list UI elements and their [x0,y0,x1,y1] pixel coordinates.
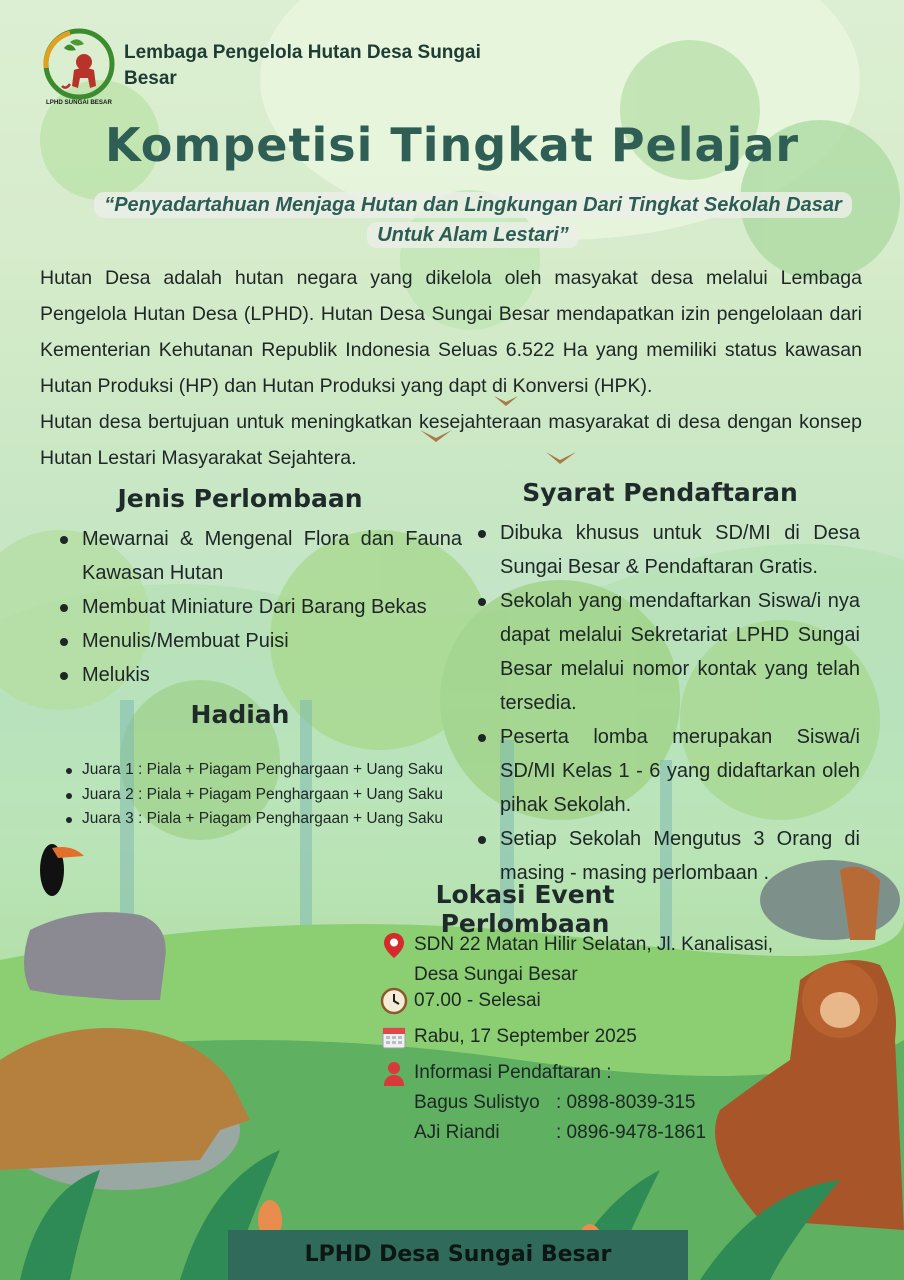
footer-banner [228,1230,688,1280]
registration-info [380,1058,612,1088]
list-item: Melukis [60,658,462,692]
event-address-text: SDN 22 Matan Hilir Selatan, Jl. Kanalisasi, Desa Sungai Besar [414,934,774,985]
prizes-title: Hadiah [190,700,290,729]
list-item: Juara 2 : Piala + Piagam Penghargaan + Uang Saku [66,783,466,808]
event-time-text: 07.00 - Selesai [414,990,541,1011]
list-item: Peserta lomba merupakan Siswa/i SD/MI Kelas 1 - 6 yang didaftarkan oleh pihak Sekolah. [478,720,860,822]
contact-name: Bagus Sulistyo [414,1092,540,1113]
footer-text: LPHD Desa Sungai Besar [304,1242,612,1267]
list-item: Mewarnai & Mengenal Flora dan Fauna Kawasan Hutan [60,522,462,590]
list-item: Sekolah yang mendaftarkan Siswa/i nya dapat melalui Sekretariat LPHD Sungai Besar melalui nomor kontak yang telah tersedia. [478,584,860,720]
competition-types-list [60,522,462,692]
prizes-list [66,758,466,832]
contact-phone: : 0898-8039-315 [556,1092,696,1113]
intro-text [40,260,862,476]
contact-list [414,1088,706,1148]
list-item: Menulis/Membuat Puisi [60,624,462,658]
event-date [380,1022,637,1052]
event-time [380,986,541,1016]
registration-requirements-title: Syarat Pendaftaran [522,478,798,507]
lphd-logo [40,28,118,106]
map-pin-icon [380,931,408,959]
list-item: Juara 1 : Piala + Piagam Penghargaan + Uang Saku [66,758,466,783]
list-item: Membuat Miniature Dari Barang Bekas [60,590,462,624]
intro-paragraph-2: Hutan desa bertujuan untuk meningkatkan kesejahteraan masyarakat di desa dengan konsep Hutan Lestari Masyarakat Sejahtera. [40,411,862,469]
registration-requirements-list [478,516,860,890]
page-title: Kompetisi Tingkat Pelajar [104,118,800,172]
tagline [88,190,858,250]
contact-phone: : 0896-9478-1861 [556,1122,707,1143]
contact-name: AJi Riandi [414,1122,500,1143]
calendar-icon [380,1023,408,1051]
contact-row [414,1118,706,1148]
competition-types-title: Jenis Perlombaan [117,484,363,513]
person-icon [380,1059,408,1087]
event-address [380,930,794,990]
clock-icon [380,987,408,1015]
contact-row [414,1088,706,1118]
tagline-text: “Penyadartahuan Menjaga Hutan dan Lingkungan Dari Tingkat Sekolah Dasar Untuk Alam Lestari” [94,192,852,248]
intro-paragraph-1: Hutan Desa adalah hutan negara yang dikelola oleh masyakat desa melalui Lembaga Pengelola Hutan Desa (LPHD). Hutan Desa Sungai Besar mendapatkan izin pengelolaan dari Kementerian Kehutanan Republik Indonesia Seluas 6.522 Ha yang memiliki status kawasan Hutan Produksi (HP) dan Hutan Produksi yang dapt di Konversi (HPK). [40,267,862,397]
logo-caption: LPHD SUNGAI BESAR [45,99,113,106]
event-location-title: Lokasi Event Perlombaan [435,880,615,938]
organization-name: Lembaga Pengelola Hutan Desa Sungai Besar [124,42,481,89]
registration-info-label: Informasi Pendaftaran : [414,1062,612,1083]
list-item: Juara 3 : Piala + Piagam Penghargaan + Uang Saku [66,807,466,832]
list-item: Setiap Sekolah Mengutus 3 Orang di masing - masing perlombaan . [478,822,860,890]
list-item: Dibuka khusus untuk SD/MI di Desa Sungai Besar & Pendaftaran Gratis. [478,516,860,584]
event-date-text: Rabu, 17 September 2025 [414,1026,637,1047]
